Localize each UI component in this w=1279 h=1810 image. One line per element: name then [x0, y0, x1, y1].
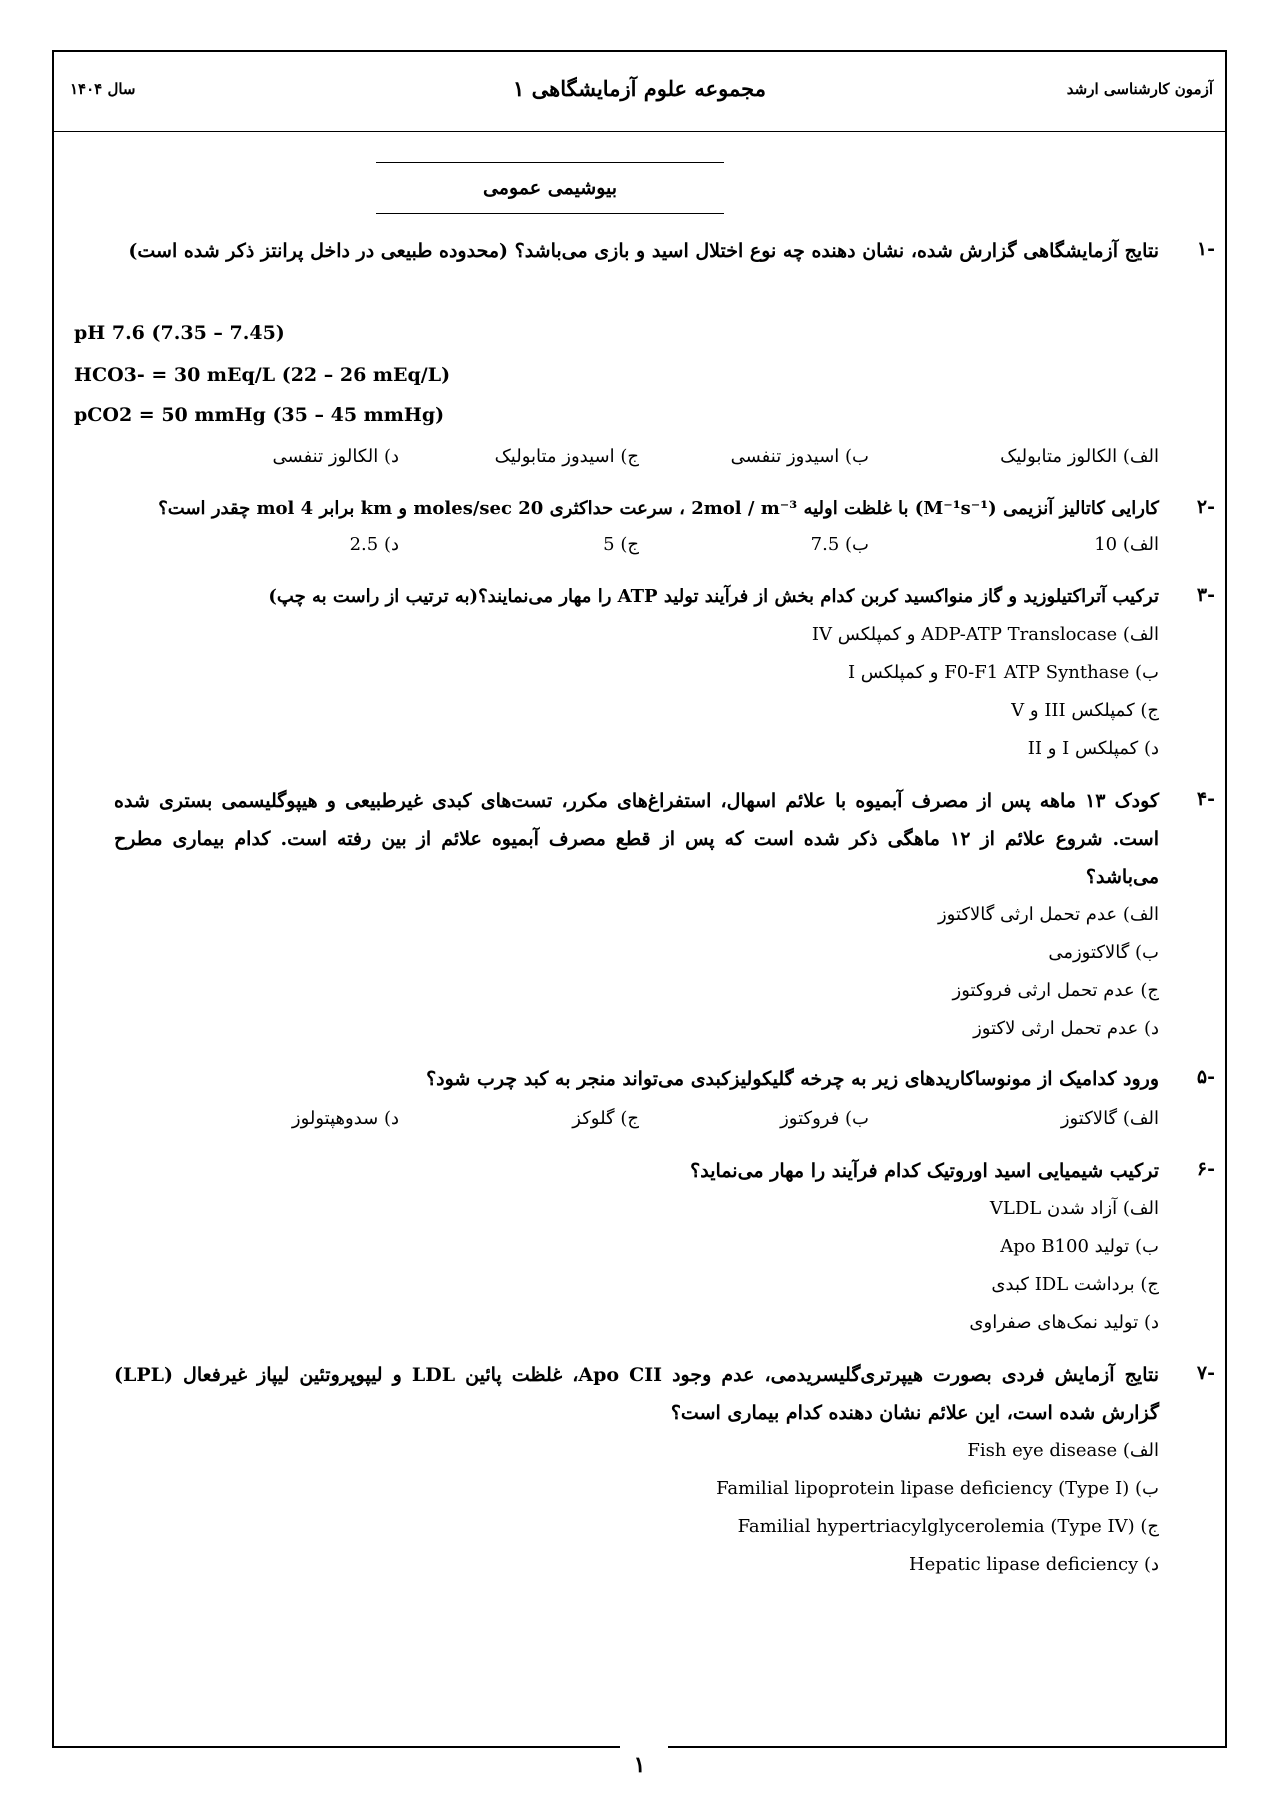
- q6-option-d: د) تولید نمک‌های صفراوی: [969, 1312, 1159, 1333]
- q6-option-c: ج) برداشت IDL کبدی: [991, 1274, 1159, 1295]
- q5-option-b: ب) فروکتوز: [780, 1108, 869, 1129]
- q7-option-b: ب) Familial lipoprotein lipase deficiency (Type I): [716, 1478, 1159, 1499]
- q2-text: کارایی کاتالیز آنزیمی (M⁻¹s⁻¹) با غلظت اولیه 2mol / m⁻³ ، سرعت حداکثری 20 moles/sec و km برابر 4 mol چقدر است؟: [158, 498, 1159, 519]
- q5-number: -۵: [1196, 1066, 1215, 1088]
- q3-option-a: الف) ADP-ATP Translocase و کمپلکس IV: [811, 624, 1159, 645]
- q4-option-b: ب) گالاکتوزمی: [1048, 942, 1159, 963]
- q3-option-b: ب) F0-F1 ATP Synthase و کمپلکس I: [847, 662, 1159, 683]
- q1-formula-hco3: HCO3- = 30 mEq/L (22 – 26 mEq/L): [74, 364, 451, 386]
- page-number: ۱: [633, 1752, 646, 1778]
- header-year: سال ۱۴۰۴: [70, 80, 136, 98]
- section-title: بیوشیمی عمومی: [376, 162, 724, 214]
- header-title: مجموعه علوم آزمایشگاهی ۱: [513, 76, 766, 101]
- q7-option-d: د) Hepatic lipase deficiency: [908, 1554, 1159, 1575]
- q4-text: کودک ۱۳ ماهه پس از مصرف آبمیوه با علائم اسهال، استفراغ‌های مکرر، تست‌های کبدی غیرطبیعی و هیپوگلیسمی بستری شده است. شروع علائم از ۱۲ ماهگی ذکر شده است که پس از قطع مصرف آبمیوه علائم از بین رفته است. کدام بیماری مطرح می‌باشد؟: [114, 790, 1160, 888]
- q6-number: -۶: [1196, 1158, 1215, 1180]
- q3-option-d: د) کمپلکس I و II: [1027, 738, 1159, 759]
- q7-text: نتایج آزمایش فردی بصورت هیپرتری‌گلیسریدمی، عدم وجود Apo CII، غلظت پائین LDL و لیپوپروتئین لیپاز غیرفعال (LPL) گزارش شده است، این علائم نشان دهنده کدام بیماری است؟: [114, 1364, 1159, 1424]
- q3-option-c: ج) کمپلکس III و V: [1011, 700, 1159, 721]
- q4-option-d: د) عدم تحمل ارثی لاکتوز: [973, 1018, 1159, 1039]
- q1-option-a: الف) الکالوز متابولیک: [1000, 446, 1159, 467]
- q6-option-a: الف) آزاد شدن VLDL: [989, 1198, 1159, 1219]
- q7-option-c: ج) Familial hypertriacylglycerolemia (Type IV): [737, 1516, 1159, 1537]
- q7-option-a: الف) Fish eye disease: [967, 1440, 1159, 1461]
- q6-text: ترکیب شیمیایی اسید اوروتیک کدام فرآیند را مهار می‌نماید؟: [690, 1160, 1159, 1182]
- header-exam: آزمون کارشناسی ارشد: [1066, 80, 1213, 98]
- q4-number: -۴: [1196, 788, 1215, 810]
- q1-option-d: د) الکالوز تنفسی: [272, 446, 399, 467]
- q4-option-a: الف) عدم تحمل ارثی گالاکتوز: [937, 904, 1159, 925]
- page-header: [52, 50, 1227, 132]
- q3-text: ترکیب آتراکتیلوزید و گاز منواکسید کربن کدام بخش از فرآیند تولید ATP را مهار می‌نمایند؟(به ترتیب از راست به چپ): [268, 586, 1159, 607]
- q2-option-c: ج) 5: [603, 534, 639, 555]
- q2-option-d: د) 2.5: [349, 534, 399, 555]
- q1-number: -۱: [1196, 238, 1215, 260]
- q1-formula-ph: pH 7.6 (7.35 – 7.45): [74, 322, 285, 344]
- q5-option-c: ج) گلوکز: [572, 1108, 639, 1129]
- q5-text: ورود کدامیک از مونوساکاریدهای زیر به چرخه گلیکولیزکبدی می‌تواند منجر به کبد چرب شود؟: [426, 1068, 1159, 1090]
- q5-option-d: د) سدوهپتولوز: [291, 1108, 399, 1129]
- q4-option-c: ج) عدم تحمل ارثی فروکتوز: [952, 980, 1159, 1001]
- q1-option-c: ج) اسیدوز متابولیک: [494, 446, 639, 467]
- q1-formula-pco2: pCO2 = 50 mmHg (35 – 45 mmHg): [74, 404, 445, 426]
- q5-option-a: الف) گالاکتوز: [1060, 1108, 1159, 1129]
- q1-text: نتایج آزمایشگاهی گزارش شده، نشان دهنده چه نوع اختلال اسید و بازی می‌باشد؟ (محدوده طبیعی در داخل پرانتز ذکر شده است): [128, 240, 1159, 262]
- q1-option-b: ب) اسیدوز تنفسی: [730, 446, 869, 467]
- q2-option-b: ب) 7.5: [810, 534, 869, 555]
- q6-option-b: ب) تولید Apo B100: [1000, 1236, 1159, 1257]
- q2-option-a: الف) 10: [1094, 534, 1159, 555]
- q3-number: -۳: [1196, 584, 1215, 606]
- q2-number: -۲: [1196, 496, 1215, 518]
- q7-number: -۷: [1196, 1362, 1215, 1384]
